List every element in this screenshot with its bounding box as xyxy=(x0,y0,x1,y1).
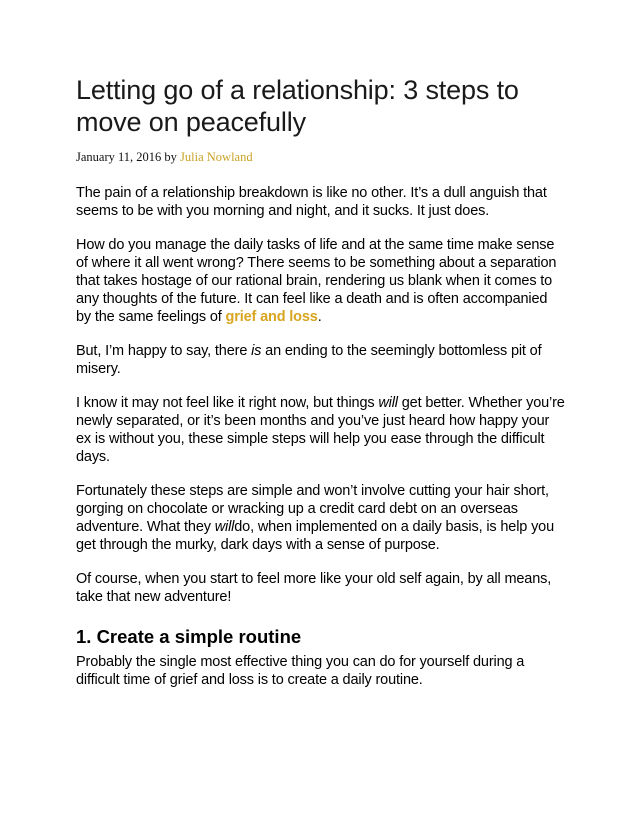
paragraph-text: . xyxy=(317,309,322,325)
section-heading-routine: 1. Create a simple routine xyxy=(76,626,302,647)
paragraph-ending xyxy=(76,342,566,378)
paragraph-text: I know it may not feel like it right now, but things xyxy=(76,395,379,411)
emphasis-is: is xyxy=(251,343,262,359)
emphasis-will: will xyxy=(214,519,235,535)
byline xyxy=(76,149,566,165)
paragraph-adventure: Of course, when you start to feel more like your old self again, by all means, take that new adventure! xyxy=(76,571,552,605)
paragraph-text: But, I’m happy to say, there xyxy=(76,343,252,359)
paragraph-text: How do you manage the daily tasks of life and at the same time make sense of where it all went wrong? There seems to be something about a separation that takes hostage of our rational brain, rendering us blank when it comes to any thoughts of the future. It can feel like a death and is often accompanied by the same feelings of xyxy=(76,237,557,325)
grief-and-loss-link[interactable]: grief and loss xyxy=(225,309,318,325)
paragraph-text: get better. Whether you’re newly separated, or it’s been months and you’ve just heard how happy your ex is without you, these simple steps will help you ease through the difficult days. xyxy=(76,395,565,465)
post-date: January 11, 2016 xyxy=(76,150,162,164)
author-link[interactable]: Julia Nowland xyxy=(180,150,253,164)
paragraph-better xyxy=(76,394,566,466)
paragraph-text: an ending to the seemingly bottomless pit of misery. xyxy=(76,343,542,377)
paragraph-routine: Probably the single most effective thing you can do for yourself during a difficult time of grief and loss is to create a daily routine. xyxy=(76,654,525,688)
emphasis-will: will xyxy=(378,395,398,411)
paragraph-intro: The pain of a relationship breakdown is like no other. It’s a dull anguish that seems to be with you morning and night, and it sucks. It just does. xyxy=(76,185,547,219)
paragraph-text: Fortunately these steps are simple and won’t involve cutting your hair short, gorging on chocolate or wracking up a credit card debt on an overseas adventure. What they xyxy=(76,483,549,535)
article xyxy=(76,74,566,689)
paragraph-separation xyxy=(76,236,566,326)
byline-by: by xyxy=(164,150,177,164)
paragraph-text: do, when implemented on a daily basis, is help you get through the murky, dark days with a sense of purpose. xyxy=(76,519,555,553)
article-title: Letting go of a relationship: 3 steps to move on peacefully xyxy=(76,75,519,137)
paragraph-steps xyxy=(76,482,566,554)
